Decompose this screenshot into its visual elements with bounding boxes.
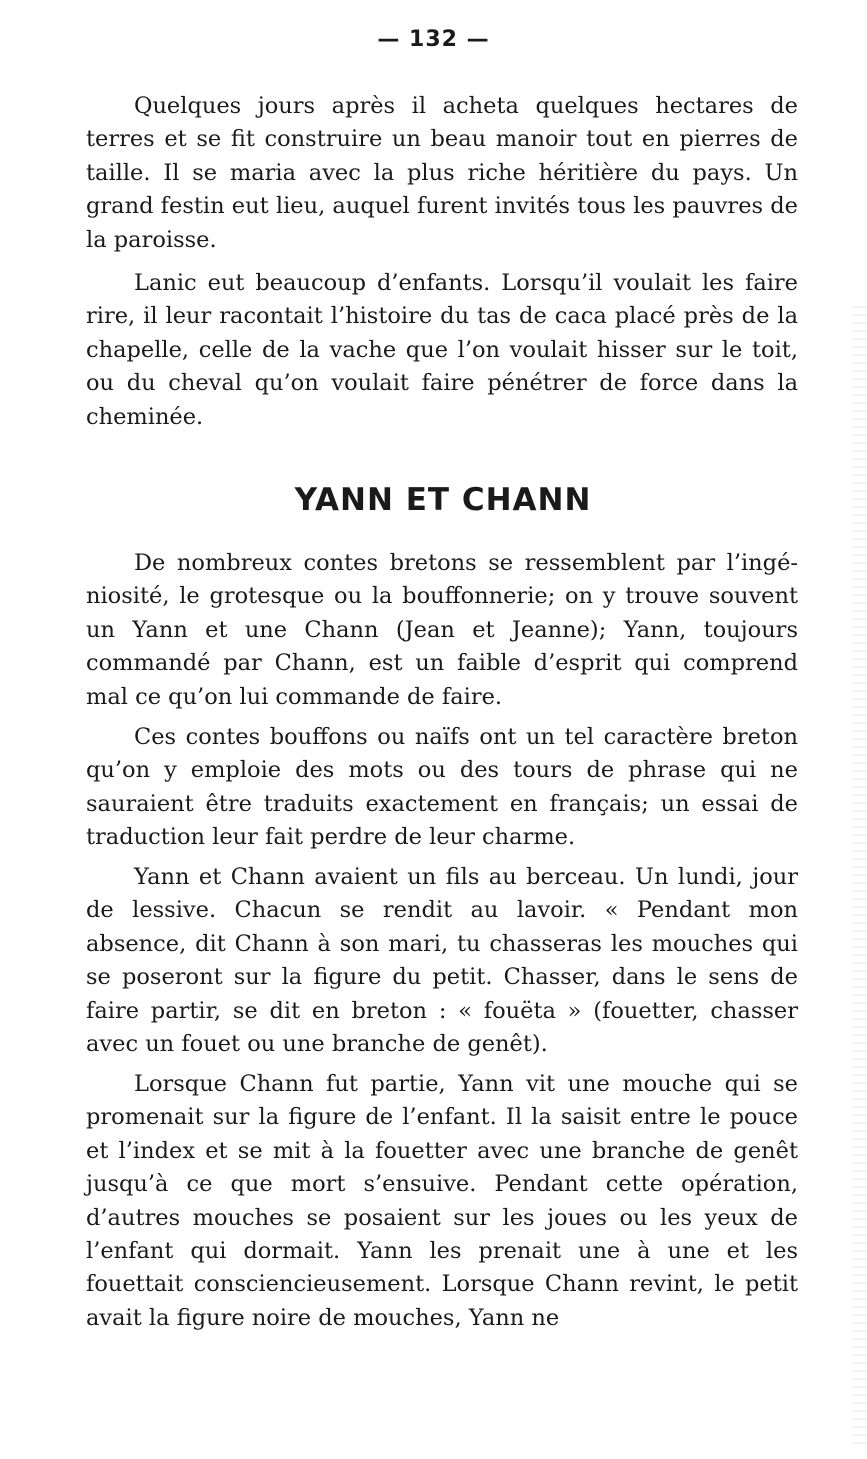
paragraph-lanic-enfants: Lanic eut beaucoup d’enfants. Lorsqu’il voulait les faire rire, il leur racontait l’histoire du tas de caca placé près de la chapelle, celle de la vache que l’on voulait hisser sur le toit, ou du cheval qu’on voulait faire pénétrer de force dans la cheminée. (86, 270, 798, 430)
paragraph-contes-bouffons: Ces contes bouffons ou naïfs ont un tel caractère breton qu’on y emploie des mots ou des tours de phrase qui ne sauraient être traduits exactement en français; un essai de traduction leur fait perdre de leur charme. (86, 724, 798, 851)
section-heading: YANN ET CHANN (294, 482, 592, 518)
paragraph-lessive: Yann et Chann avaient un fils au berceau. Un lundi, jour de lessive. Chacun se rendit au lavoir. « Pendant mon absence, dit Chann à son mari, tu chasseras les mouches qui se poseront sur la figure du petit. Chasser, dans le sens de faire partir, se dit en breton : « fouëta » (fouetter, chasser avec un fouet ou une branche de genêt). (86, 864, 798, 1058)
page-number: — 132 — (377, 27, 490, 52)
paragraph-contes-bretons: De nombreux contes bretons se ressemblent par l’ingéniosité, le grotesque ou la bouffonnerie; on y trouve souvent un Yann et une Chann (Jean et Jeanne); Yann, toujours commandé par Chann, est un faible d’esprit qui comprend mal ce qu’on lui commande de faire. (86, 550, 798, 710)
page-edge-shadow (853, 300, 867, 1450)
paragraph-manoir: Quelques jours après il acheta quelques hectares de terres et se fit construire un beau manoir tout en pierres de taille. Il se maria avec la plus riche héritière du pays. Un grand festin eut lieu, auquel furent invités tous les pauvres de la paroisse. (86, 93, 798, 253)
paragraph-mouches: Lorsque Chann fut partie, Yann vit une mouche qui se promenait sur la figure de l’enfant. Il la saisit entre le pouce et l’index et se mit à la fouetter avec une branche de genêt jusqu’à ce que mort s’ensuive. Pendant cette opération, d’autres mouches se posaient sur les joues ou les yeux de l’enfant qui dormait. Yann les prenait une à une et les fouettait consciencieusement. Lorsque Chann revint, le petit avait la figure noire de mouches, Yann ne (86, 1071, 798, 1331)
